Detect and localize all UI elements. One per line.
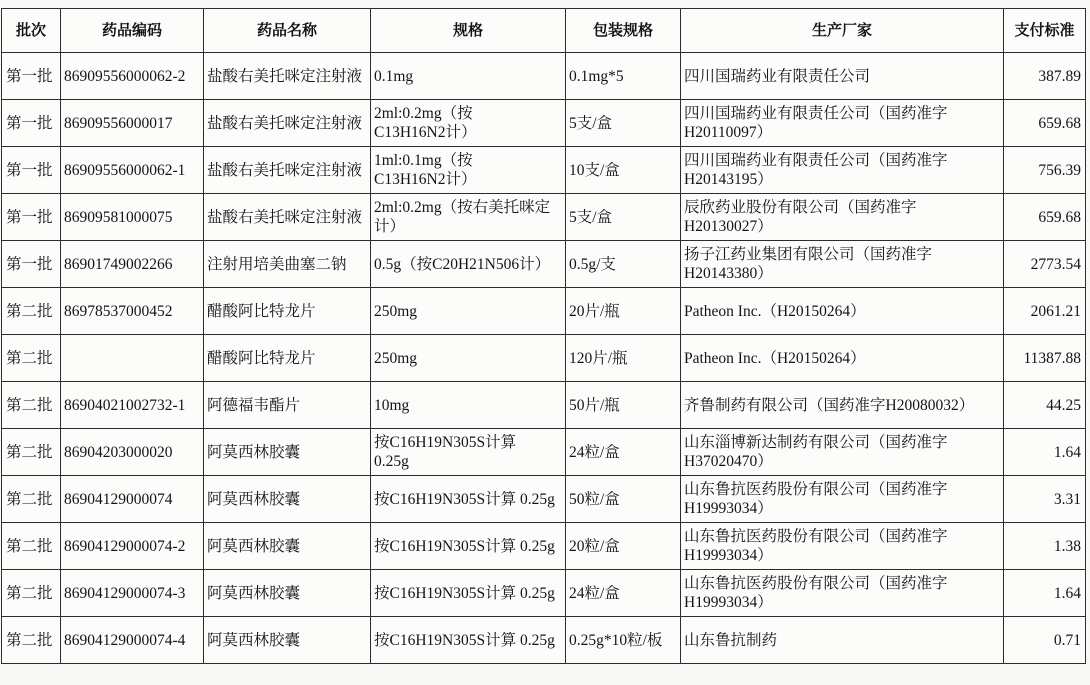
cell-price: 1.38 xyxy=(1004,523,1086,570)
table-header xyxy=(2,9,1086,53)
cell-name: 醋酸阿比特龙片 xyxy=(204,288,371,335)
cell-manufacturer: 四川国瑞药业有限责任公司（国药准字H20110097） xyxy=(681,100,1004,147)
cell-spec: 10mg xyxy=(371,382,566,429)
table-row xyxy=(2,194,1086,241)
header-row xyxy=(2,9,1086,53)
cell-spec: 1ml:0.1mg（按C13H16N2计） xyxy=(371,147,566,194)
cell-code: 86901749002266 xyxy=(61,241,204,288)
cell-batch: 第一批 xyxy=(2,53,61,100)
cell-name: 阿德福韦酯片 xyxy=(204,382,371,429)
cell-package: 50粒/盒 xyxy=(566,476,681,523)
column-header-code: 药品编码 xyxy=(61,9,204,53)
cell-package: 24粒/盒 xyxy=(566,429,681,476)
cell-price: 0.71 xyxy=(1004,617,1086,664)
cell-name: 阿莫西林胶囊 xyxy=(204,570,371,617)
cell-price: 44.25 xyxy=(1004,382,1086,429)
cell-name: 醋酸阿比特龙片 xyxy=(204,335,371,382)
cell-package: 0.5g/支 xyxy=(566,241,681,288)
cell-manufacturer: 四川国瑞药业有限责任公司 xyxy=(681,53,1004,100)
cell-manufacturer: 齐鲁制药有限公司（国药准字H20080032） xyxy=(681,382,1004,429)
cell-package: 20粒/盒 xyxy=(566,523,681,570)
cell-name: 阿莫西林胶囊 xyxy=(204,476,371,523)
cell-code: 86904021002732-1 xyxy=(61,382,204,429)
cell-spec: 按C16H19N305S计算 0.25g xyxy=(371,476,566,523)
cell-code: 86909556000062-2 xyxy=(61,53,204,100)
cell-manufacturer: 山东鲁抗医药股份有限公司（国药准字H19993034） xyxy=(681,570,1004,617)
cell-code: 86904129000074 xyxy=(61,476,204,523)
cell-package: 24粒/盒 xyxy=(566,570,681,617)
cell-name: 盐酸右美托咪定注射液 xyxy=(204,194,371,241)
cell-manufacturer: 山东鲁抗医药股份有限公司（国药准字H19993034） xyxy=(681,476,1004,523)
table-row xyxy=(2,335,1086,382)
cell-name: 盐酸右美托咪定注射液 xyxy=(204,53,371,100)
cell-spec: 按C16H19N305S计算 0.25g xyxy=(371,523,566,570)
cell-name: 阿莫西林胶囊 xyxy=(204,617,371,664)
cell-price: 1.64 xyxy=(1004,570,1086,617)
table-row xyxy=(2,53,1086,100)
cell-spec: 2ml:0.2mg（按C13H16N2计） xyxy=(371,100,566,147)
cell-code: 86904203000020 xyxy=(61,429,204,476)
cell-batch: 第二批 xyxy=(2,429,61,476)
cell-batch: 第一批 xyxy=(2,147,61,194)
cell-spec: 250mg xyxy=(371,288,566,335)
cell-batch: 第二批 xyxy=(2,476,61,523)
cell-price: 2773.54 xyxy=(1004,241,1086,288)
cell-code: 86978537000452 xyxy=(61,288,204,335)
table-row xyxy=(2,617,1086,664)
cell-code: 86904129000074-4 xyxy=(61,617,204,664)
column-header-spec: 规格 xyxy=(371,9,566,53)
cell-price: 2061.21 xyxy=(1004,288,1086,335)
cell-package: 20片/瓶 xyxy=(566,288,681,335)
cell-name: 盐酸右美托咪定注射液 xyxy=(204,100,371,147)
cell-price: 756.39 xyxy=(1004,147,1086,194)
cell-manufacturer: Patheon Inc.（H20150264） xyxy=(681,288,1004,335)
cell-spec: 按C16H19N305S计算 0.25g xyxy=(371,617,566,664)
cell-manufacturer: 山东鲁抗制药 xyxy=(681,617,1004,664)
cell-batch: 第二批 xyxy=(2,335,61,382)
cell-spec: 0.5g（按C20H21N506计） xyxy=(371,241,566,288)
cell-batch: 第一批 xyxy=(2,241,61,288)
table-row xyxy=(2,382,1086,429)
cell-manufacturer: 山东淄博新达制药有限公司（国药准字H37020470） xyxy=(681,429,1004,476)
cell-spec: 0.1mg xyxy=(371,53,566,100)
cell-package: 50片/瓶 xyxy=(566,382,681,429)
cell-batch: 第二批 xyxy=(2,617,61,664)
cell-name: 阿莫西林胶囊 xyxy=(204,429,371,476)
cell-spec: 按C16H19N305S计算 0.25g xyxy=(371,570,566,617)
cell-batch: 第一批 xyxy=(2,194,61,241)
cell-spec: 2ml:0.2mg（按右美托咪定计） xyxy=(371,194,566,241)
table-row xyxy=(2,570,1086,617)
column-header-price: 支付标准 xyxy=(1004,9,1086,53)
cell-manufacturer: 山东鲁抗医药股份有限公司（国药准字H19993034） xyxy=(681,523,1004,570)
table-row xyxy=(2,429,1086,476)
table-body xyxy=(2,53,1086,664)
column-header-name: 药品名称 xyxy=(204,9,371,53)
cell-spec: 按C16H19N305S计算 0.25g xyxy=(371,429,566,476)
cell-batch: 第二批 xyxy=(2,288,61,335)
cell-code: 86909556000017 xyxy=(61,100,204,147)
cell-code: 86909556000062-1 xyxy=(61,147,204,194)
cell-code: 86904129000074-3 xyxy=(61,570,204,617)
table-row xyxy=(2,100,1086,147)
table-row xyxy=(2,476,1086,523)
cell-code xyxy=(61,335,204,382)
table-row xyxy=(2,288,1086,335)
column-header-package: 包装规格 xyxy=(566,9,681,53)
table-row xyxy=(2,241,1086,288)
cell-batch: 第二批 xyxy=(2,523,61,570)
cell-name: 阿莫西林胶囊 xyxy=(204,523,371,570)
column-header-batch: 批次 xyxy=(2,9,61,53)
cell-package: 5支/盒 xyxy=(566,100,681,147)
cell-package: 0.1mg*5 xyxy=(566,53,681,100)
cell-batch: 第一批 xyxy=(2,100,61,147)
cell-price: 1.64 xyxy=(1004,429,1086,476)
cell-manufacturer: 扬子江药业集团有限公司（国药准字H20143380） xyxy=(681,241,1004,288)
drug-payment-standard-table xyxy=(1,8,1086,664)
table-row xyxy=(2,523,1086,570)
cell-price: 659.68 xyxy=(1004,100,1086,147)
cell-price: 11387.88 xyxy=(1004,335,1086,382)
cell-package: 5支/盒 xyxy=(566,194,681,241)
cell-name: 注射用培美曲塞二钠 xyxy=(204,241,371,288)
cell-price: 659.68 xyxy=(1004,194,1086,241)
cell-package: 10支/盒 xyxy=(566,147,681,194)
column-header-manufacturer: 生产厂家 xyxy=(681,9,1004,53)
cell-batch: 第二批 xyxy=(2,570,61,617)
cell-code: 86909581000075 xyxy=(61,194,204,241)
cell-batch: 第二批 xyxy=(2,382,61,429)
table-row xyxy=(2,147,1086,194)
cell-name: 盐酸右美托咪定注射液 xyxy=(204,147,371,194)
cell-code: 86904129000074-2 xyxy=(61,523,204,570)
cell-price: 3.31 xyxy=(1004,476,1086,523)
cell-package: 120片/瓶 xyxy=(566,335,681,382)
cell-manufacturer: 四川国瑞药业有限责任公司（国药准字H20143195） xyxy=(681,147,1004,194)
cell-manufacturer: 辰欣药业股份有限公司（国药准字H20130027） xyxy=(681,194,1004,241)
cell-manufacturer: Patheon Inc.（H20150264） xyxy=(681,335,1004,382)
cell-spec: 250mg xyxy=(371,335,566,382)
cell-price: 387.89 xyxy=(1004,53,1086,100)
cell-package: 0.25g*10粒/板 xyxy=(566,617,681,664)
